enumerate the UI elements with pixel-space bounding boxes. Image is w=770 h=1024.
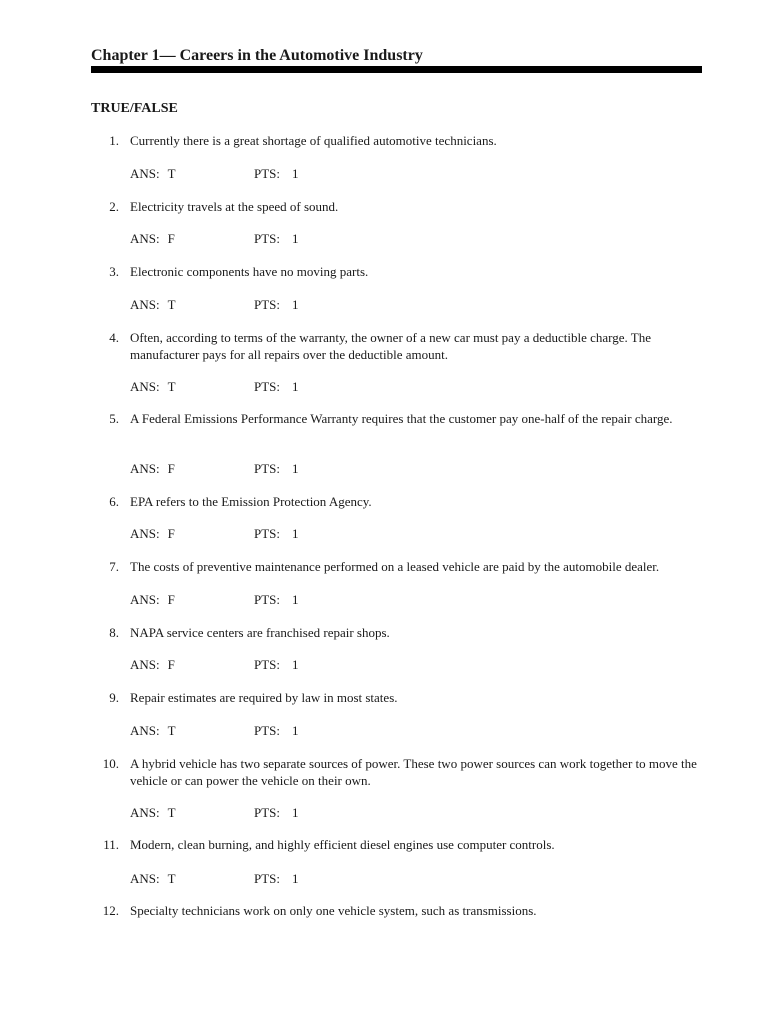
answer-value: T (167, 805, 176, 820)
points-value: 1 (292, 461, 299, 476)
question-text: NAPA service centers are franchised repair shops. (130, 625, 390, 640)
answer-value: F (167, 461, 175, 476)
question-text: Electricity travels at the speed of sound. (130, 199, 339, 214)
answer (130, 592, 175, 608)
question-text: A hybrid vehicle has two separate sources of power. These two power sources can work together to move the vehicle or can power the vehicle on their own. (130, 756, 697, 788)
answer-value: F (167, 657, 175, 672)
points-label: PTS: (254, 297, 281, 312)
question-number: 2. (109, 199, 119, 214)
answer-value: T (167, 379, 176, 394)
section-heading: TRUE/FALSE (91, 101, 178, 116)
title-rule (91, 66, 702, 73)
answer-value: F (167, 526, 175, 541)
question-text: Specialty technicians work on only one vehicle system, such as transmissions. (130, 903, 537, 918)
points-label: PTS: (254, 723, 281, 738)
question-number: 8. (109, 625, 119, 640)
points-label: PTS: (254, 871, 281, 886)
answer (130, 379, 176, 395)
question-text: Electronic components have no moving parts. (130, 264, 369, 279)
question-number: 4. (109, 330, 119, 345)
points-value: 1 (292, 657, 299, 672)
question-number: 11. (103, 837, 119, 852)
answer (130, 461, 175, 477)
answer-label: ANS: (130, 231, 160, 246)
points (254, 166, 299, 182)
points-value: 1 (292, 871, 299, 886)
question-text: Modern, clean burning, and highly efficient diesel engines use computer controls. (130, 837, 555, 852)
answer-label: ANS: (130, 526, 160, 541)
question-number: 1. (109, 133, 119, 148)
points (254, 526, 299, 542)
answer (130, 657, 175, 673)
points-label: PTS: (254, 231, 281, 246)
points-value: 1 (292, 297, 299, 312)
points-value: 1 (292, 526, 299, 541)
points (254, 723, 299, 739)
points (254, 461, 299, 477)
answer-value: F (167, 231, 175, 246)
answer-label: ANS: (130, 723, 160, 738)
points-value: 1 (292, 805, 299, 820)
answer (130, 723, 176, 739)
question-number: 5. (109, 411, 119, 426)
points-label: PTS: (254, 526, 281, 541)
points (254, 592, 299, 608)
points (254, 297, 299, 313)
points-label: PTS: (254, 379, 281, 394)
question-number: 6. (109, 494, 119, 509)
points-value: 1 (292, 166, 299, 181)
points (254, 805, 299, 821)
points-value: 1 (292, 723, 299, 738)
answer-label: ANS: (130, 871, 160, 886)
answer (130, 231, 175, 247)
answer-label: ANS: (130, 379, 160, 394)
points (254, 657, 299, 673)
points-label: PTS: (254, 461, 281, 476)
points (254, 231, 299, 247)
question-number: 7. (109, 559, 119, 574)
question-number: 12. (102, 903, 119, 918)
question-text: The costs of preventive maintenance performed on a leased vehicle are paid by the automobile dealer. (130, 559, 660, 574)
question-number: 3. (109, 264, 119, 279)
question-number: 10. (102, 756, 119, 771)
points-label: PTS: (254, 166, 281, 181)
question-text: EPA refers to the Emission Protection Agency. (130, 494, 372, 509)
answer-label: ANS: (130, 166, 160, 181)
answer (130, 297, 176, 313)
points-label: PTS: (254, 592, 281, 607)
points (254, 871, 299, 887)
answer-label: ANS: (130, 805, 160, 820)
points-value: 1 (292, 231, 299, 246)
points (254, 379, 299, 395)
answer (130, 805, 176, 821)
answer-label: ANS: (130, 297, 160, 312)
answer-value: F (167, 592, 175, 607)
chapter-title: Chapter 1— Careers in the Automotive Industry (91, 47, 423, 64)
answer (130, 871, 176, 887)
points-label: PTS: (254, 805, 281, 820)
points-label: PTS: (254, 657, 281, 672)
answer-value: T (167, 723, 176, 738)
answer (130, 526, 175, 542)
question-text: Often, according to terms of the warranty, the owner of a new car must pay a deductible charge. The manufacturer pays for all repairs over the deductible amount. (130, 330, 652, 362)
answer-label: ANS: (130, 592, 160, 607)
answer-value: T (167, 297, 176, 312)
points-value: 1 (292, 592, 299, 607)
answer-label: ANS: (130, 461, 160, 476)
question-text: Repair estimates are required by law in most states. (130, 690, 398, 705)
answer-value: T (167, 871, 176, 886)
question-text: Currently there is a great shortage of qualified automotive technicians. (130, 133, 497, 148)
points-value: 1 (292, 379, 299, 394)
answer (130, 166, 176, 182)
question-number: 9. (109, 690, 119, 705)
question-text: A Federal Emissions Performance Warranty requires that the customer pay one-half of the repair charge. (130, 411, 673, 426)
answer-label: ANS: (130, 657, 160, 672)
answer-value: T (167, 166, 176, 181)
